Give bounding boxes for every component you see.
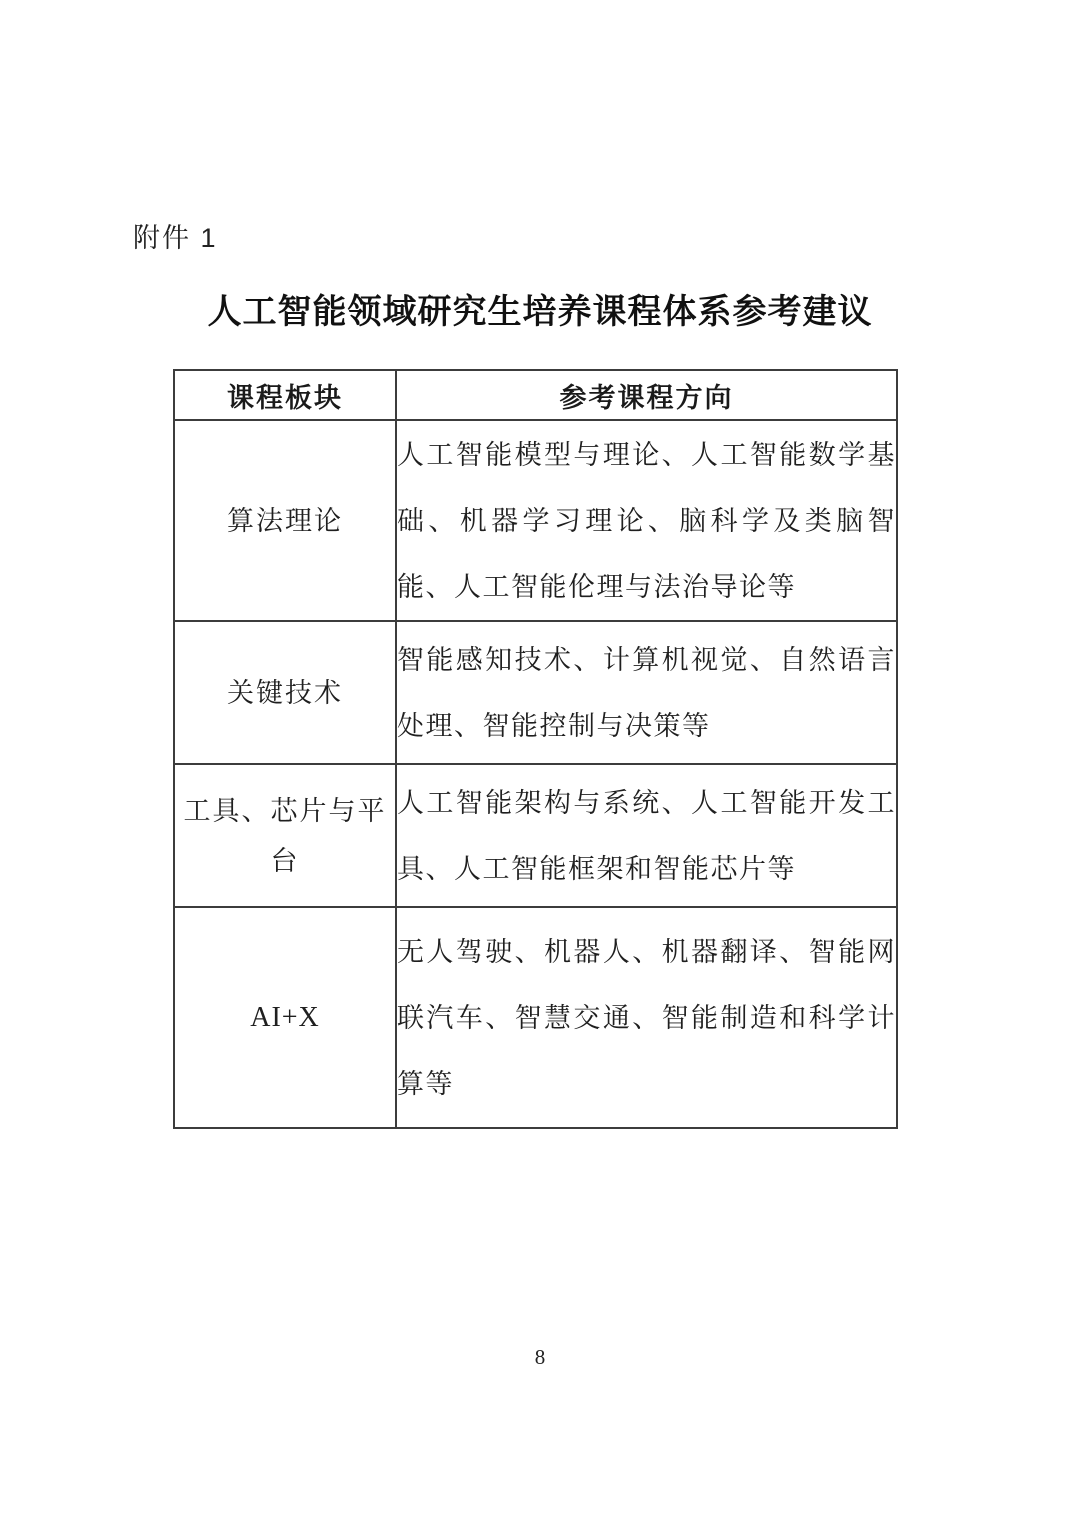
directions-cell-tools-chips-platforms: 人工智能架构与系统、人工智能开发工具、人工智能框架和智能芯片等 — [396, 764, 897, 907]
page-number: 8 — [534, 1345, 546, 1369]
table-row — [174, 764, 897, 907]
page-title: 人工智能领域研究生培养课程体系参考建议 — [207, 293, 873, 331]
module-cell-tools-chips-platforms: 工具、芯片与平台 — [174, 764, 396, 907]
course-table — [173, 369, 898, 1129]
directions-cell-algorithm-theory: 人工智能模型与理论、人工智能数学基础、机器学习理论、脑科学及类脑智能、人工智能伦理与法治导论等 — [396, 420, 897, 621]
table-header-row — [174, 370, 897, 420]
column-header-course-module: 课程板块 — [174, 370, 396, 420]
directions-cell-key-technology: 智能感知技术、计算机视觉、自然语言处理、智能控制与决策等 — [396, 621, 897, 764]
module-cell-key-technology: 关键技术 — [174, 621, 396, 764]
directions-cell-ai-plus-x: 无人驾驶、机器人、机器翻译、智能网联汽车、智慧交通、智能制造和科学计算等 — [396, 907, 897, 1128]
module-cell-ai-plus-x: AI+X — [174, 907, 396, 1128]
module-cell-algorithm-theory: 算法理论 — [174, 420, 396, 621]
table-row — [174, 420, 897, 621]
table-row — [174, 907, 897, 1128]
column-header-reference-directions: 参考课程方向 — [396, 370, 897, 420]
attachment-label: 附件 1 — [133, 223, 218, 253]
table-row — [174, 621, 897, 764]
